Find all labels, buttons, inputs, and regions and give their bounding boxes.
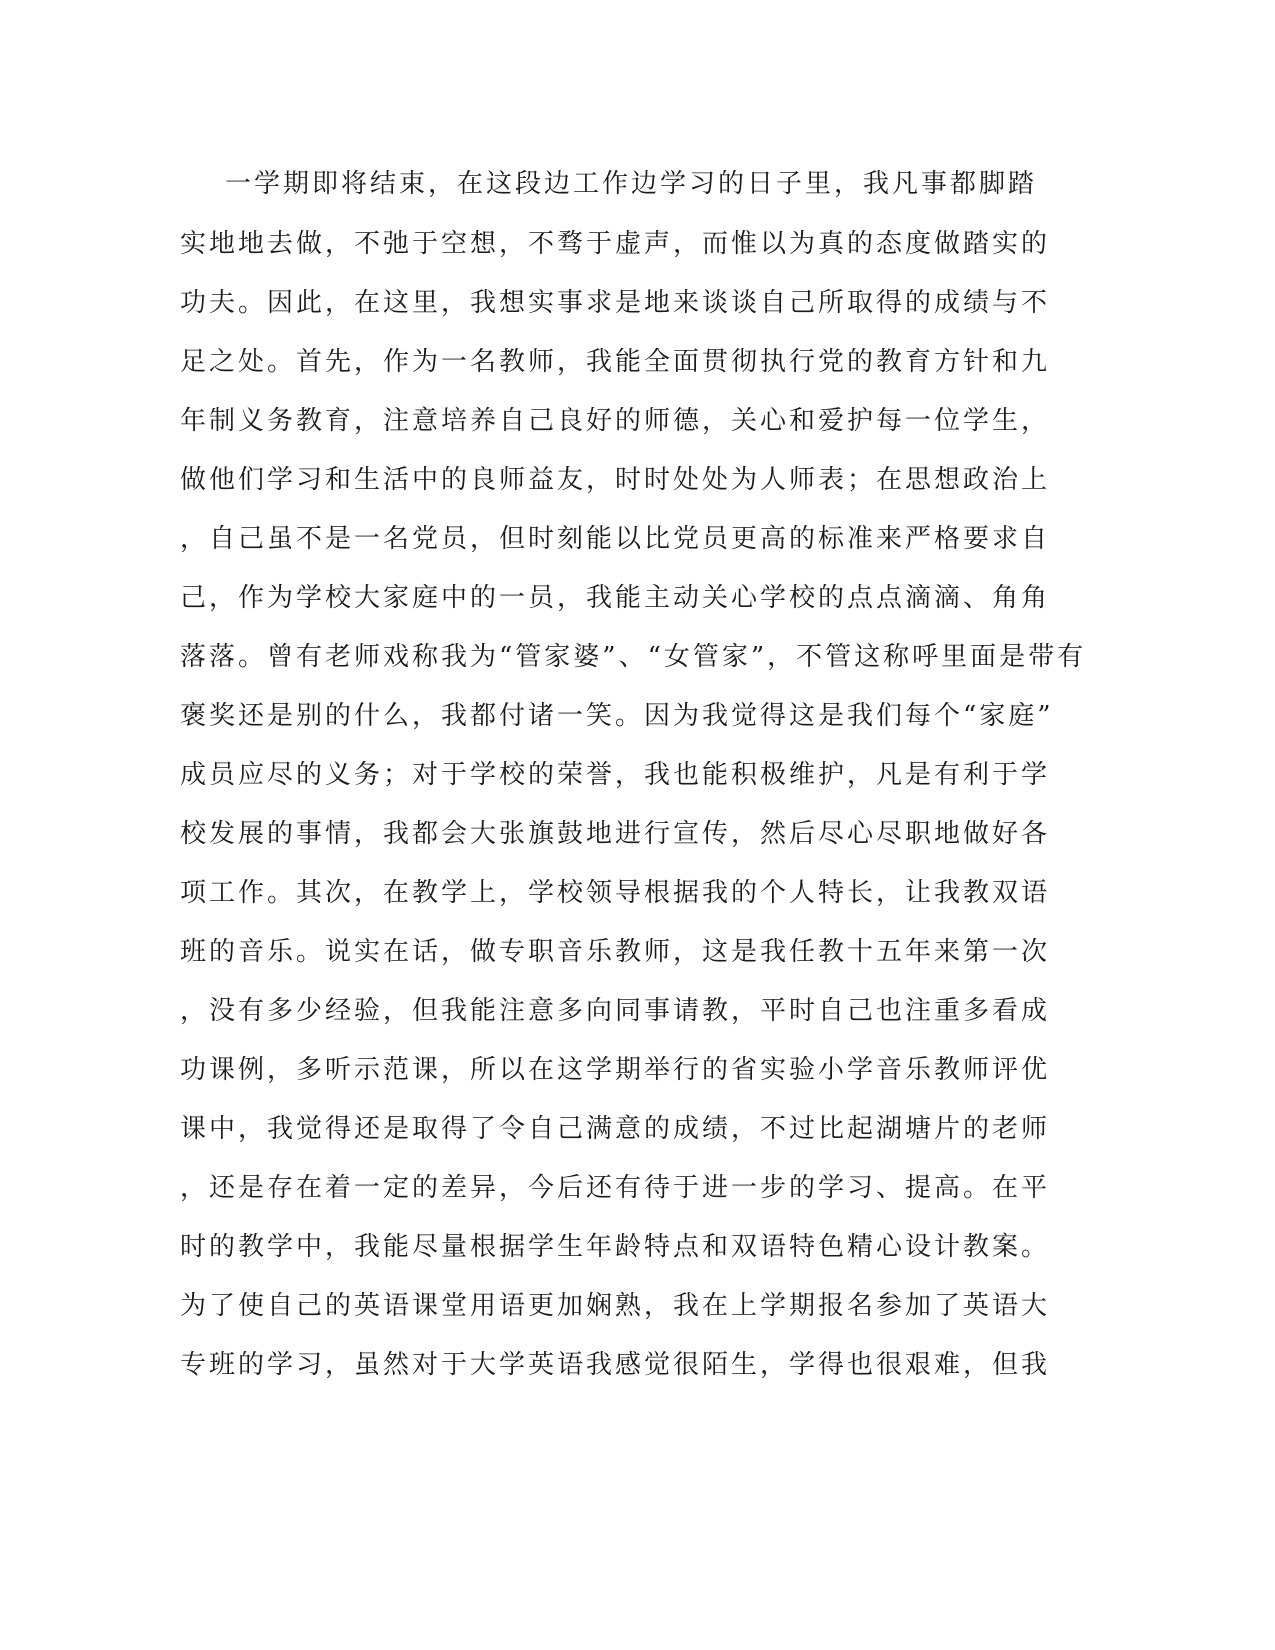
text-line: 褒奖还是别的什么，我都付诸一笑。因为我觉得这是我们每个“家庭” — [180, 701, 1054, 731]
text-line: 课中，我觉得还是取得了令自己满意的成绩，不过比起湖塘片的老师 — [180, 1114, 1051, 1144]
text-line: 实地地去做，不弛于空想，不骛于虚声，而惟以为真的态度做踏实的 — [180, 229, 1051, 259]
text-line: ，还是存在着一定的差异，今后还有待于进一步的学习、提高。在平 — [180, 1173, 1051, 1203]
text-line: 己，作为学校大家庭中的一员，我能主动关心学校的点点滴滴、角角 — [180, 583, 1051, 613]
text-line: 校发展的事情，我都会大张旗鼓地进行宣传，然后尽心尽职地做好各 — [180, 819, 1051, 849]
text-line: 功课例，多听示范课，所以在这学期举行的省实验小学音乐教师评优 — [180, 1055, 1051, 1085]
text-line: 足之处。首先，作为一名教师，我能全面贯彻执行党的教育方针和九 — [180, 347, 1051, 377]
text-line: 成员应尽的义务；对于学校的荣誉，我也能积极维护，凡是有利于学 — [180, 760, 1051, 790]
text-line: 为了使自己的英语课堂用语更加娴熟，我在上学期报名参加了英语大 — [180, 1291, 1051, 1321]
text-line: 功夫。因此，在这里，我想实事求是地来谈谈自己所取得的成绩与不 — [180, 288, 1051, 318]
text-line: 年制义务教育，注意培养自己良好的师德，关心和爱护每一位学生， — [180, 406, 1051, 436]
text-line: ，自己虽不是一名党员，但时刻能以比党员更高的标准来严格要求自 — [180, 524, 1051, 554]
text-line: ，没有多少经验，但我能注意多向同事请教，平时自己也注重多看成 — [180, 996, 1051, 1026]
text-line: 时的教学中，我能尽量根据学生年龄特点和双语特色精心设计教案。 — [180, 1232, 1051, 1262]
text-line: 做他们学习和生活中的良师益友，时时处处为人师表；在思想政治上 — [180, 465, 1051, 495]
text-line: 落落。曾有老师戏称我为“管家婆”、“女管家”，不管这称呼里面是带有 — [180, 642, 1087, 672]
text-line: 专班的学习，虽然对于大学英语我感觉很陌生，学得也很艰难，但我 — [180, 1350, 1051, 1380]
text-line: 项工作。其次，在教学上，学校领导根据我的个人特长，让我教双语 — [180, 878, 1051, 908]
text-line: 班的音乐。说实在话，做专职音乐教师，这是我任教十五年来第一次 — [180, 937, 1051, 967]
text-line: 一学期即将结束，在这段边工作边学习的日子里，我凡事都脚踏 — [180, 169, 1038, 199]
